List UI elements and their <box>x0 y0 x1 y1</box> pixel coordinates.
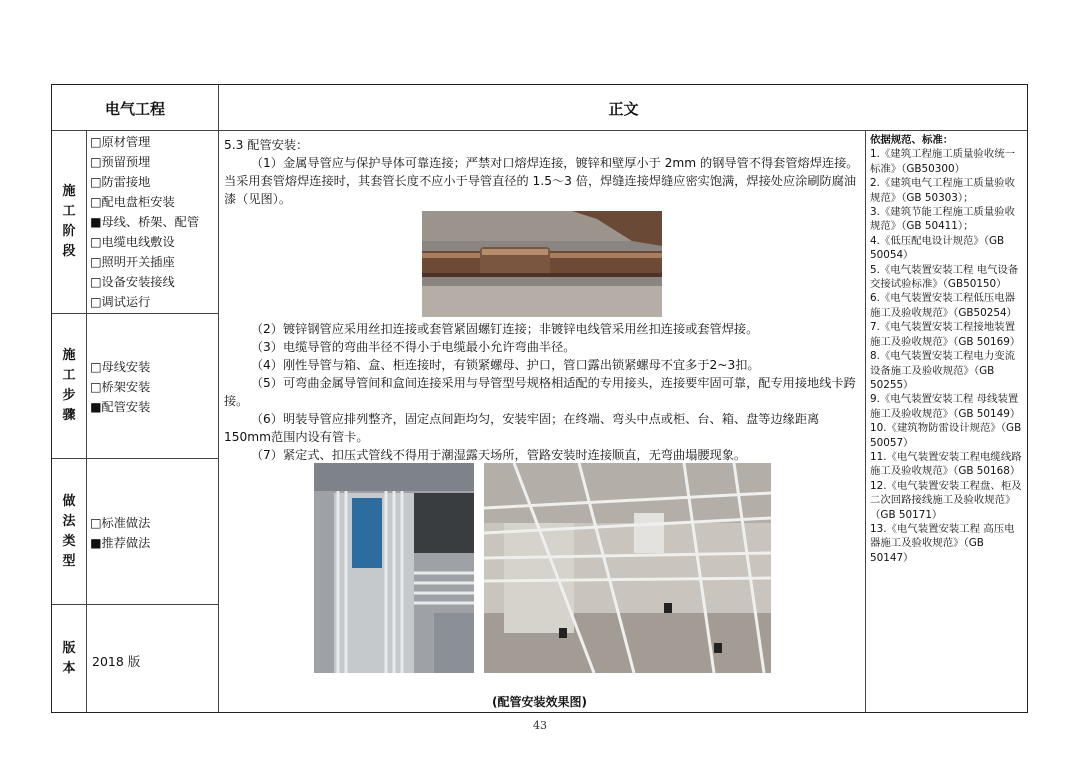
list-item: ■配管安装 <box>90 400 151 414</box>
list-item: □母线安装 <box>90 360 151 374</box>
version-value: 2018 版 <box>92 654 141 669</box>
divider-ref-col <box>865 131 866 712</box>
page-number: 43 <box>533 719 547 732</box>
list-item: □原材管理 <box>90 135 151 149</box>
reference-item: 8.《电气装置安装工程电力变流设备施工及验收规范》（GB 50255） <box>870 350 1015 391</box>
paragraph: （6）明装导管应排列整齐，固定点间距均匀，安装牢固；在终端、弯头中点或柜、台、箱、盘等边缘距离150mm范围内设有管卡。 <box>224 412 820 444</box>
reference-item: 3.《建筑节能工程施工质量验收规范》（GB 50411）； <box>870 206 1015 233</box>
content-block-2 <box>224 320 864 464</box>
reference-item: 9.《电气装置安装工程 母线装置施工及验收规范》（GB 50149） <box>870 393 1021 420</box>
left-header: 电气工程 <box>104 99 165 118</box>
construction-step-list <box>90 357 218 417</box>
list-item: ■母线、桥架、配管 <box>90 215 200 229</box>
paragraph: （7）紧定式、扣压式管线不得用于潮湿露天场所，管路安装时连接顺直，无弯曲塌腰现象。 <box>250 448 747 462</box>
reference-item: 1.《建筑工程施工质量验收统一标准》（GB50300） <box>870 148 1015 175</box>
list-item: □配电盘柜安装 <box>90 195 175 209</box>
method-type-list <box>90 513 218 553</box>
divider-left-col <box>218 85 219 712</box>
list-item: □电缆电线敷设 <box>90 235 175 249</box>
stage-label-method-type: 做 法 类 型 <box>62 493 76 569</box>
paragraph: （5）可弯曲金属导管间和盒间连接采用与导管型号规格相适配的专用接头，连接要牢固可靠，配专用接地线卡跨接。 <box>224 376 856 408</box>
list-item: □预留预埋 <box>90 155 151 169</box>
pipe-weld-photo <box>422 211 662 317</box>
list-item: ■推荐做法 <box>90 536 151 550</box>
list-item: □设备安装接线 <box>90 275 175 289</box>
reference-item: 10.《建筑物防雷设计规范》（GB 50057） <box>870 422 1022 449</box>
references-list <box>870 133 1022 565</box>
list-item: □标准做法 <box>90 516 151 530</box>
reference-item: 5.《电气装置安装工程 电气设备交接试验标准》（GB50150） <box>870 263 1019 291</box>
paragraph: （3）电缆导管的弯曲半径不得小于电缆最小允许弯曲半径。 <box>250 340 576 354</box>
reference-item: 13.《电气装置安装工程 高压电器施工及验收规范》（GB 50147） <box>870 522 1015 564</box>
section-heading: 5.3 配管安装： <box>224 138 309 152</box>
references-title: 依据规范、标准： <box>870 134 954 146</box>
main-header: 正文 <box>608 99 639 118</box>
spec-table <box>51 84 1028 713</box>
list-item: □桥架安装 <box>90 380 151 394</box>
divider-label-col <box>86 131 87 712</box>
list-item: □照明开关插座 <box>90 255 175 269</box>
reference-item: 4.《低压配电设计规范》（GB 50054） <box>870 234 1005 262</box>
list-item: □调试运行 <box>90 295 151 309</box>
figure-caption: (配管安装效果图) <box>492 695 587 709</box>
paragraph: （2）镀锌钢管应采用丝扣连接或套管紧固螺钉连接；非镀锌电线管采用丝扣连接或套管焊接。 <box>250 322 759 336</box>
reference-item: 2.《建筑电气工程施工质量验收规范》（GB 50303）； <box>870 177 1015 204</box>
ceiling-conduit-photo <box>484 463 771 673</box>
construction-phase-list <box>90 132 218 312</box>
list-item: □防雷接地 <box>90 175 151 189</box>
paragraph: （4）刚性导管与箱、盒、柜连接时，有锁紧螺母、护口，管口露出锁紧螺母不宜多于2~3扣。 <box>250 358 760 372</box>
content-block-1 <box>224 136 864 208</box>
stage-label-construction-phase: 施 工 阶 段 <box>62 184 76 259</box>
paragraph: （1）金属导管应与保护导体可靠连接；严禁对口熔焊连接，镀锌和壁厚小于 2mm 的钢导管不得套管熔焊连接。当采用套管熔焊连接时，其套管长度不应小于导管直径的 1.5～3 倍，焊缝连接焊缝应密实饱满，焊接处应涂刷防腐油漆（见图）。 <box>224 156 859 206</box>
reference-item: 12.《电气装置安装工程盘、柜及二次回路接线施工及验收规范》（GB 50171） <box>870 479 1022 521</box>
conduit-wall-photo <box>314 463 474 673</box>
reference-item: 11.《电气装置安装工程电缆线路施工及验收规范》（GB 50168） <box>870 450 1022 478</box>
reference-item: 7.《电气装置安装工程接地装置施工及验收规范》（GB 50169） <box>870 321 1021 348</box>
stage-label-construction-step: 施 工 步 骤 <box>62 348 76 423</box>
reference-item: 6.《电气装置安装工程低压电器施工及验收规范》（GB50254） <box>870 292 1017 319</box>
stage-label-version: 版 本 <box>62 640 76 676</box>
